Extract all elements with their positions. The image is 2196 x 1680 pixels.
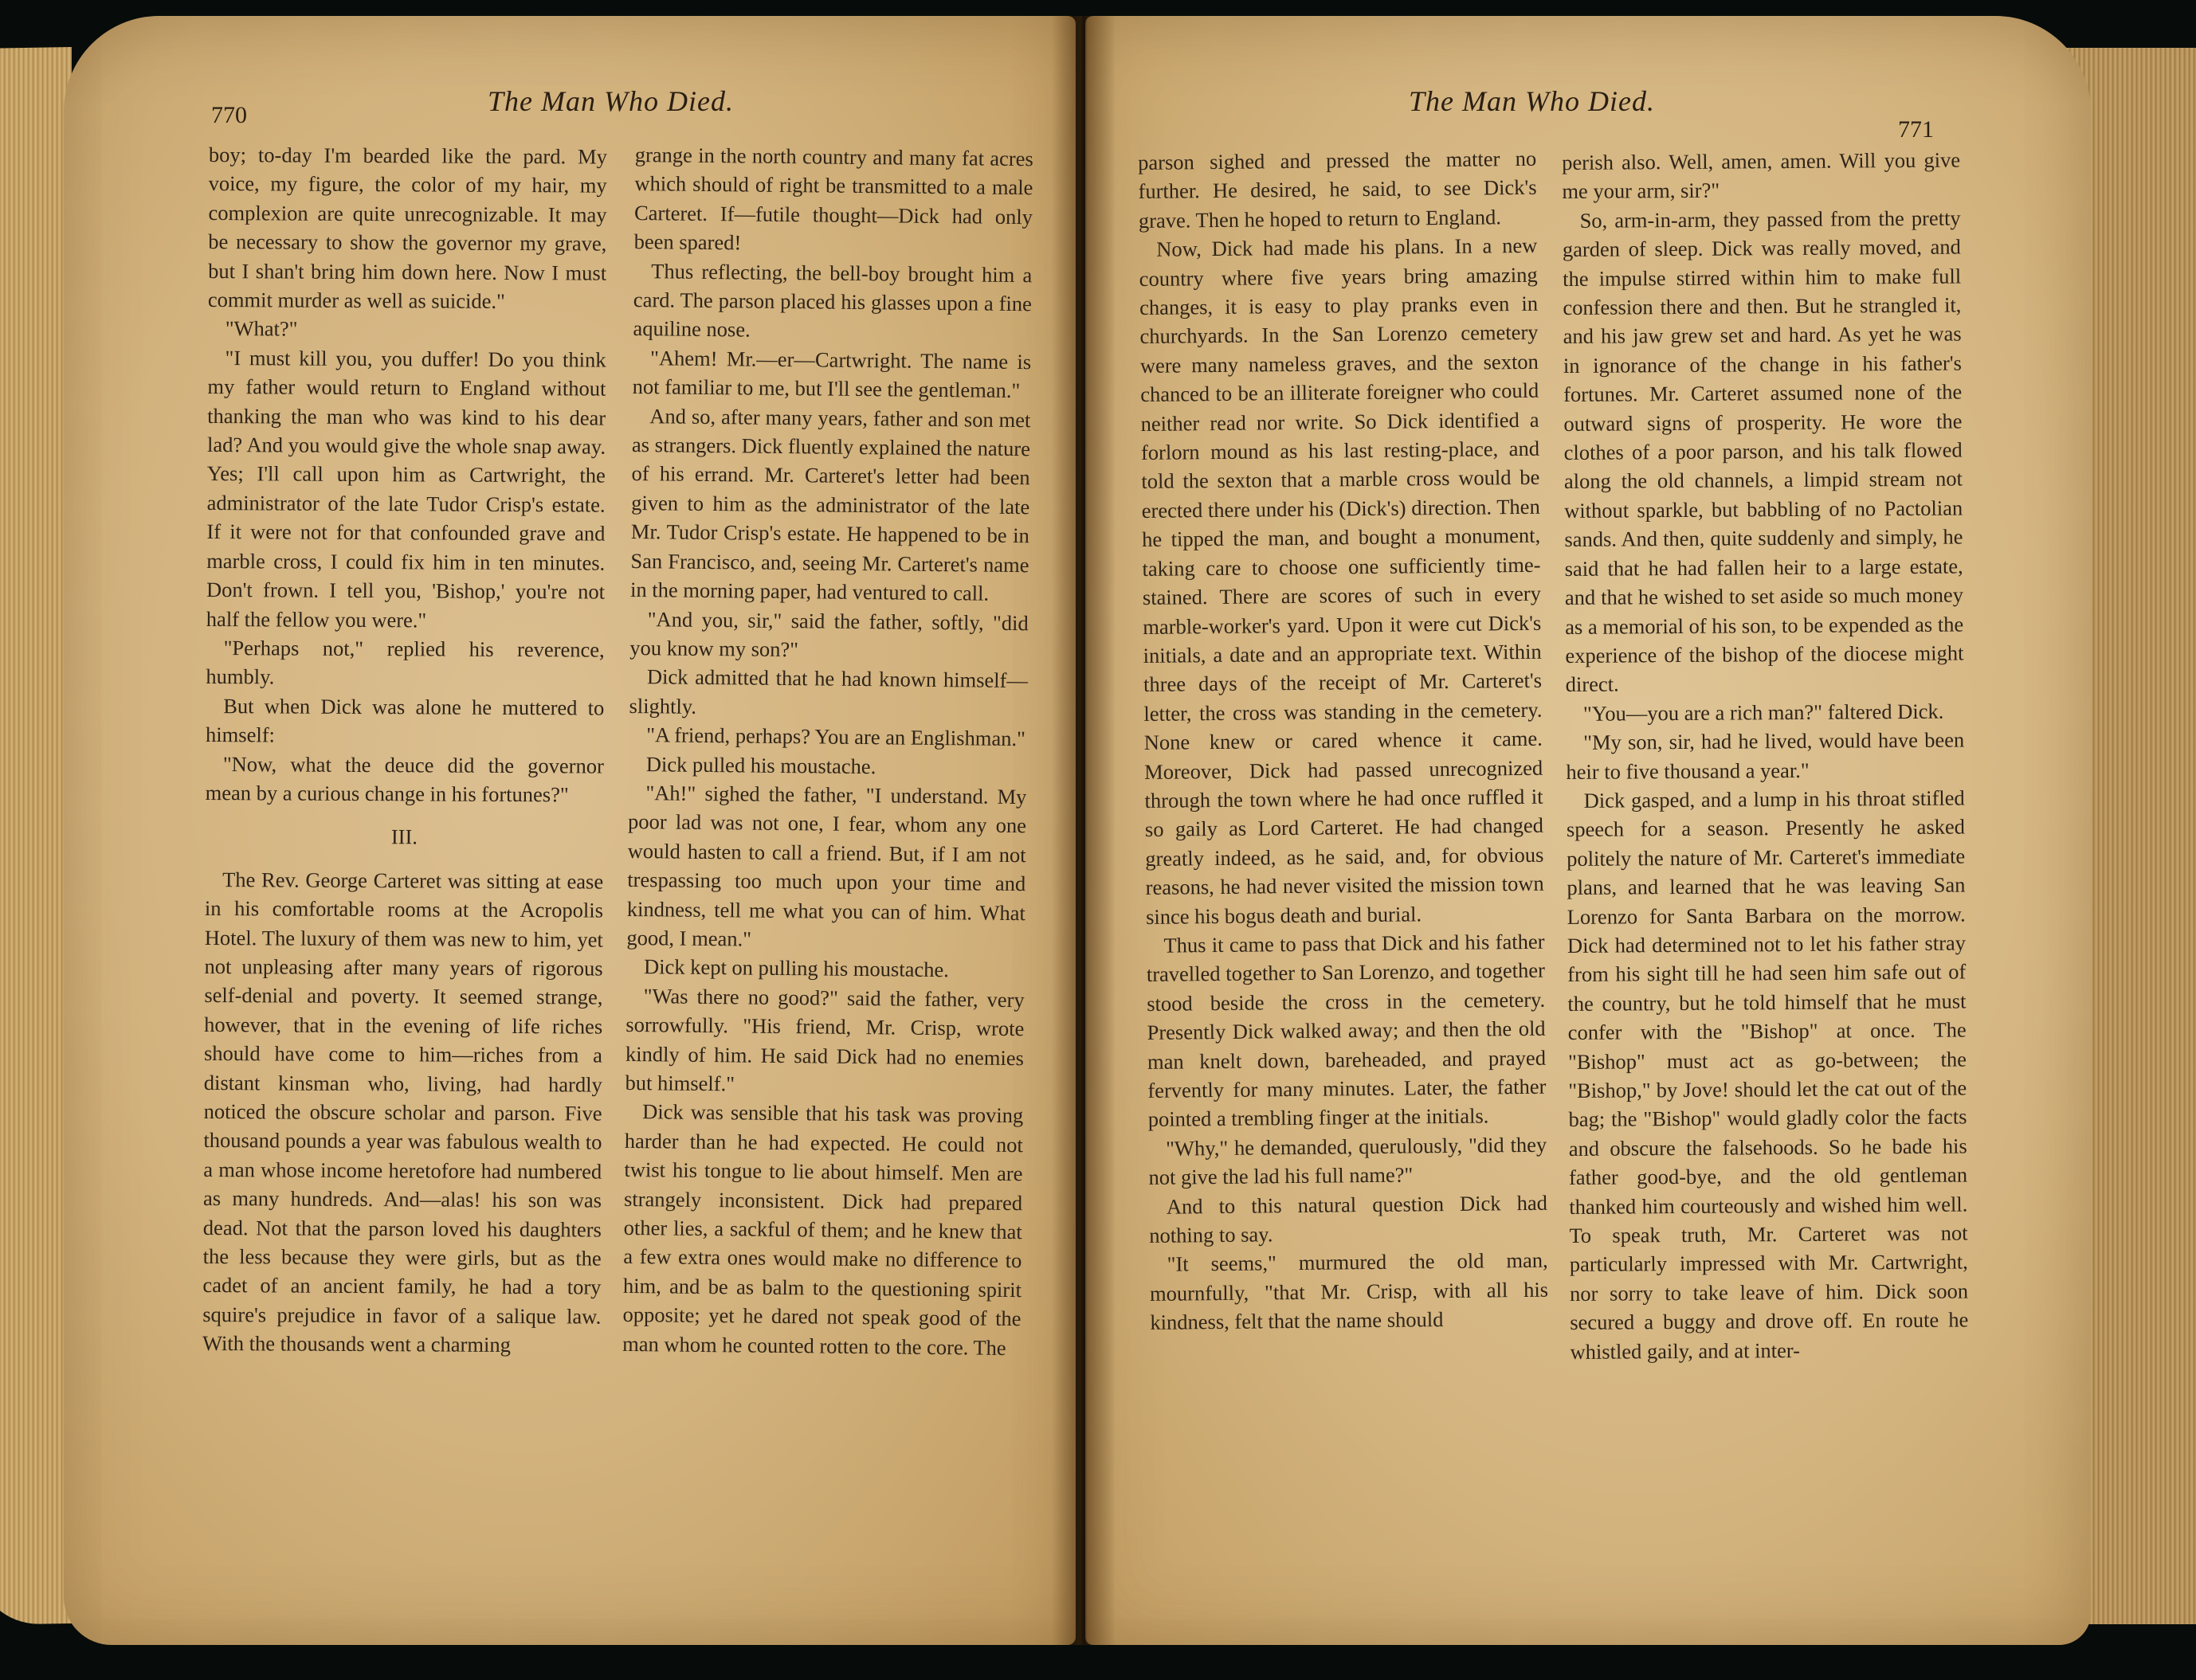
- paragraph: Dick admitted that he had known himself—slightly.: [629, 664, 1029, 719]
- paragraph: So, arm-in-arm, they passed from the pretty garden of sleep. Dick was really moved, and the impulse stirred within him to make full confession there and then. But he strangled it, and his jaw grew set and hard. As yet he was in ignorance of the change in his father's fortunes. Mr. Carteret assumed none of the outward signs of prosperity. He wore the clothes of a poor parson, and his talk flowed along the old channels, a limpid stream not without sparkle, but babbling of no Pactolian sands. And then, quite suddenly and simply, he said that he had fallen heir to a large estate, and that he wished to set aside so much money as a memorial of his son, to be expended as the experience of the bishop of the diocese might direct.: [1562, 206, 1964, 697]
- right-page-column-2: [1562, 146, 1969, 1367]
- paragraph: grange in the north country and many fat acres which should of right be transmitted to a male Carteret. If—futile thought—Dick had only been spared!: [633, 142, 1033, 255]
- page-number-right: 771: [1898, 116, 1934, 143]
- left-page-edges: [0, 47, 72, 1625]
- left-page-column-1: [202, 140, 607, 1360]
- paragraph: "Ah!" sighed the father, "I understand. My poor lad was not one, I fear, whom any one would hasten to call a friend. But, if I am not trespassing too much upon your time and kindness, tell me what you can of him. What good, I mean.": [626, 781, 1027, 951]
- page-number-left: 770: [211, 102, 247, 128]
- paragraph: "Perhaps not," replied his reverence, humbly.: [206, 636, 605, 689]
- book-gutter: [1052, 16, 1116, 1645]
- paragraph: Thus reflecting, the bell-boy brought him a card. The parson placed his glasses upon a fine aquiline nose.: [633, 258, 1033, 342]
- paragraph: "Why," he demanded, querulously, "did they not give the lad his full name?": [1148, 1132, 1547, 1190]
- paragraph: "A friend, perhaps? You are an Englishman.": [646, 723, 1026, 751]
- paragraph: "It seems," murmured the old man, mournfully, "that Mr. Crisp, with all his kindness, felt that the name should: [1149, 1248, 1549, 1335]
- paragraph: Dick pulled his moustache.: [645, 751, 876, 778]
- running-head-left: The Man Who Died.: [488, 85, 734, 117]
- paragraph: "Ahem! Mr.—er—Cartwright. The name is not familiar to me, but I'll see the gentleman.": [632, 346, 1032, 403]
- running-head-right: The Man Who Died.: [1409, 85, 1655, 117]
- left-page-column-2: [622, 140, 1033, 1362]
- paragraph: But when Dick was alone he muttered to himself:: [206, 693, 605, 747]
- paragraph: And to this natural question Dick had nothing to say.: [1149, 1190, 1548, 1247]
- paragraph: Dick was sensible that his task was proving harder than he had expected. He could not twist his tongue to lie about himself. Men are strangely inconsistent. Dick had prepared other lies, a sackful of them; and he knew that a few extra ones would make no difference to him, and be as balm to the questioning spirit opposite; yet he dared not speak good of the man whom he counted rotten to the core. The: [622, 1099, 1024, 1360]
- paragraph: The Rev. George Carteret was sitting at ease in his comfortable rooms at the Acropolis Hotel. The luxury of them was new to him, yet not unpleasing after many years of rigorous self-denial and poverty. It seemed strange, however, that in the evening of life riches should have come to him—riches from a distant kinsman who, living, had hardly noticed the obscure scholar and parson. Five thousand pounds a year was fabulous wealth to a man whose income heretofore had numbered as many hundreds. And—alas! his son was dead. Not that the parson loved his daughters the less because they were girls, but as the cadet of an ancient family, he had a tory squire's prejudice in favor of a salique law. With the thousands went a charming: [202, 867, 604, 1357]
- paragraph: Dick gasped, and a lump in his throat stifled speech for a season. Presently he asked politely the nature of Mr. Carteret's immediate plans, and learned that he was leaving San Lorenzo for Santa Barbara on the morrow. Dick had determined not to let his father stray from his sight till he had seen him safe out of the country, but he told himself that he must confer with the "Bishop" at once. The "Bishop" must act as go-between; the "Bishop," by Jove! should let the cat out of the bag; the "Bishop" would gladly color the facts and obscure the falsehoods. So he bade his father good-bye, and the old gentleman thanked him courteously and wished him well. To speak truth, Mr. Carteret was not particularly impressed with Mr. Cartwright, nor sorry to take leave of him. Dick soon secured a buggy and drove off. En route he whistled gaily, and at inter-: [1566, 785, 1969, 1364]
- section-heading: III.: [390, 824, 418, 849]
- paragraph: parson sighed and pressed the matter no further. He desired, he said, to see Dick's grave. Then he hoped to return to England.: [1138, 146, 1537, 233]
- paragraph: boy; to-day I'm bearded like the pard. My voice, my figure, the color of my hair, my complexion are quite unrecognizable. It may be necessary to show the governor my grave, but I shan't bring him down here. Now I must commit murder as well as suicide.": [207, 142, 607, 313]
- paragraph: Dick kept on pulling his moustache.: [643, 954, 950, 982]
- paragraph: Now, Dick had made his plans. In a new country where five years bring amazing changes, it is easy to play pranks even in churchyards. In the San Lorenzo cemetery were many nameless graves, and the sexton chanced to be an illiterate foreigner who could neither read nor write. So Dick identified a forlorn mound as his last resting-place, and told the sexton that a marble cross would be erected there under his (Dick's) direction. Then he tipped the man, and bought a monument, taking care to choose one sufficiently time-stained. There are scores of such in every marble-worker's yard. Upon it were cut Dick's initials, a date and an appropriate text. Within three days of the receipt of Mr. Carteret's letter, the cross was standing in the cemetery. None knew or cared whence it came. Moreover, Dick had passed unrecognized through the town where he had once ruffled it so gaily as Lord Carteret. He had changed greatly indeed, as he said, and, for obvious reasons, he had never visited the mission town since his bogus death and burial.: [1139, 233, 1544, 929]
- paragraph: Thus it came to pass that Dick and his father travelled together to San Lorenzo, and together stood beside the cross in the cemetery. Presently Dick walked away; and then the old man knelt down, bareheaded, and prayed fervently for many minutes. Later, the father pointed a trembling finger at the initials.: [1146, 929, 1547, 1132]
- paragraph: "My son, sir, had he lived, would have been heir to five thousand a year.": [1566, 727, 1965, 784]
- paragraph: "I must kill you, you duffer! Do you think my father would return to England without thanking the man who was kind to his dear lad? And you would give the whole snap away. Yes; I'll call upon him as Cartwright, the administrator of the late Tudor Crisp's estate. If it were not for that confounded grave and marble cross, I could fix him in ten minutes. Don't frown. I tell you, 'Bishop,' you're not half the fellow you were.": [206, 345, 606, 632]
- paragraph: "You—you are a rich man?" faltered Dick.: [1582, 699, 1944, 726]
- right-page-column-1: [1138, 144, 1549, 1337]
- paragraph: "Now, what the deuce did the governor mean by a curious change in his fortunes?": [205, 751, 604, 807]
- paragraph: "And you, sir," said the father, softly, "did you know my son?": [629, 606, 1029, 662]
- paragraph: And so, after many years, father and son met as strangers. Dick fluently explained the nature of his errand. Mr. Carteret's letter had been given to him as the administrator of the late Mr. Tudor Crisp's estate. He happened to be in San Francisco, and, seeing Mr. Carteret's name in the morning paper, had ventured to call.: [629, 403, 1031, 605]
- paragraph: "Was there no good?" said the father, very sorrowfully. "His friend, Mr. Crisp, wrote kindly of him. He said Dick had no enemies but himself.": [625, 983, 1025, 1096]
- paragraph: "What?": [225, 316, 298, 342]
- paragraph: perish also. Well, amen, amen. Will you give me your arm, sir?": [1562, 147, 1961, 204]
